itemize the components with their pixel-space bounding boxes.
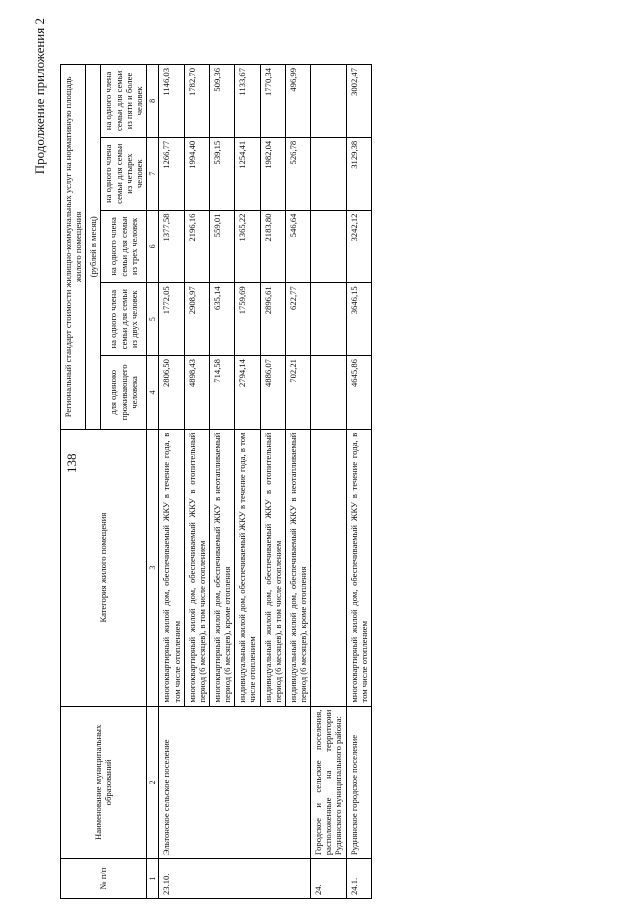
value-cell: 4886,07	[260, 356, 285, 430]
value-cell: 2183,80	[260, 210, 285, 283]
row-number: 24.	[311, 859, 346, 899]
value-cell: 3242,12	[346, 210, 371, 283]
index-cell: 5	[146, 283, 158, 356]
header-standard: Региональный стандарт стоимости жилищно-коммунальных услуг на нормативную площадь жилого помещения	[61, 65, 86, 430]
value-cell: 4645,86	[346, 356, 371, 430]
header-col-7: на одного члена семьи для семьи из четырех человек	[101, 137, 147, 210]
housing-category: многоквартирный жилой дом, обеспечиваемый ЖКУ в отопительный период (6 месяцев), в том числе отоплением	[184, 429, 209, 706]
row-number: 23.10.	[159, 859, 184, 899]
housing-category: многоквартирный жилой дом, обеспечиваемый ЖКУ в неотапливаемый период (6 месяцев), кроме отопления	[209, 429, 234, 706]
value-cell: 2806,50	[159, 356, 184, 430]
appendix-title: Продолжение приложения 2	[32, 18, 47, 175]
index-cell: 3	[146, 429, 158, 706]
value-cell: 1266,77	[159, 137, 184, 210]
housing-category: многоквартирный жилой дом, обеспечиваемый ЖКУ в течение года, в том числе отоплением	[159, 429, 184, 706]
value-cell: 3646,15	[346, 283, 371, 356]
index-cell: 6	[146, 210, 158, 283]
municipality-name: Эльтонское сельское поселение	[159, 706, 184, 859]
header-units: (рублей в месяц)	[86, 65, 101, 430]
housing-category: индивидуальный жилой дом, обеспечиваемый ЖКУ в течение года, в том числе отоплением	[235, 429, 260, 706]
value-cell: 1133,67	[235, 65, 260, 138]
header-col-4: для одиноко проживающего человека	[101, 356, 147, 430]
value-cell: 1146,03	[159, 65, 184, 138]
index-cell: 7	[146, 137, 158, 210]
table-row	[209, 65, 234, 899]
value-cell: 559,01	[209, 210, 234, 283]
index-cell: 8	[146, 65, 158, 138]
value-cell: 2196,16	[184, 210, 209, 283]
row-number: 24.1.	[346, 859, 371, 899]
value-cell: 2794,14	[235, 356, 260, 430]
value-cell: 2896,61	[260, 283, 285, 356]
header-col-8: на одного члена семьи для семьи из пяти и более человек	[101, 65, 147, 138]
value-cell: 622,77	[285, 283, 310, 356]
value-cell: 3002,47	[346, 65, 371, 138]
header-col-5: на одного члена семьи для семьи из двух человек	[101, 283, 147, 356]
value-cell: 526,78	[285, 137, 310, 210]
municipality-name: Руднянское городское поселение	[346, 706, 371, 859]
table-row	[311, 65, 346, 899]
value-cell: 714,58	[209, 356, 234, 430]
value-cell: 1365,22	[235, 210, 260, 283]
tariff-table	[60, 64, 372, 899]
value-cell: 509,36	[209, 65, 234, 138]
value-cell: 3129,38	[346, 137, 371, 210]
table-row	[346, 65, 371, 899]
value-cell: 635,14	[209, 283, 234, 356]
value-cell: 1772,05	[159, 283, 184, 356]
value-cell: 1994,40	[184, 137, 209, 210]
housing-category: многоквартирный жилой дом, обеспечиваемый ЖКУ в течение года, в том числе отоплением	[346, 429, 371, 706]
header-col-6: на одного члена семьи для семьи из трех человек	[101, 210, 147, 283]
value-cell: 1254,41	[235, 137, 260, 210]
value-cell: 702,21	[285, 356, 310, 430]
header-municipality: Наименование муниципальных образований	[61, 706, 147, 859]
value-cell: 1982,04	[260, 137, 285, 210]
header-category: Категория жилого помещения	[61, 429, 147, 706]
index-cell: 4	[146, 356, 158, 430]
page-number: 138	[64, 453, 79, 473]
value-cell: 2908,97	[184, 283, 209, 356]
value-cell: 1759,69	[235, 283, 260, 356]
header-no: № п/п	[61, 859, 147, 899]
value-cell: 539,15	[209, 137, 234, 210]
index-cell: 1	[146, 859, 158, 899]
value-cell: 1377,58	[159, 210, 184, 283]
table-row	[260, 65, 285, 899]
value-cell: 546,64	[285, 210, 310, 283]
table-row	[184, 65, 209, 899]
column-index-row	[146, 65, 158, 899]
value-cell: 4898,43	[184, 356, 209, 430]
value-cell: 1782,70	[184, 65, 209, 138]
housing-category: индивидуальный жилой дом, обеспечиваемый ЖКУ в отопительный период (6 месяцев), в том числе отоплением	[260, 429, 285, 706]
index-cell: 2	[146, 706, 158, 859]
municipality-name: Городское и сельские поселения, расположенные на территории Руднянского муниципального района:	[311, 706, 346, 859]
table-row	[159, 65, 184, 899]
table-row	[285, 65, 310, 899]
value-cell: 1770,34	[260, 65, 285, 138]
housing-category: индивидуальный жилой дом, обеспечиваемый ЖКУ в неотапливаемый период (6 месяцев), кроме отопления	[285, 429, 310, 706]
value-cell: 496,99	[285, 65, 310, 138]
table-row	[235, 65, 260, 899]
